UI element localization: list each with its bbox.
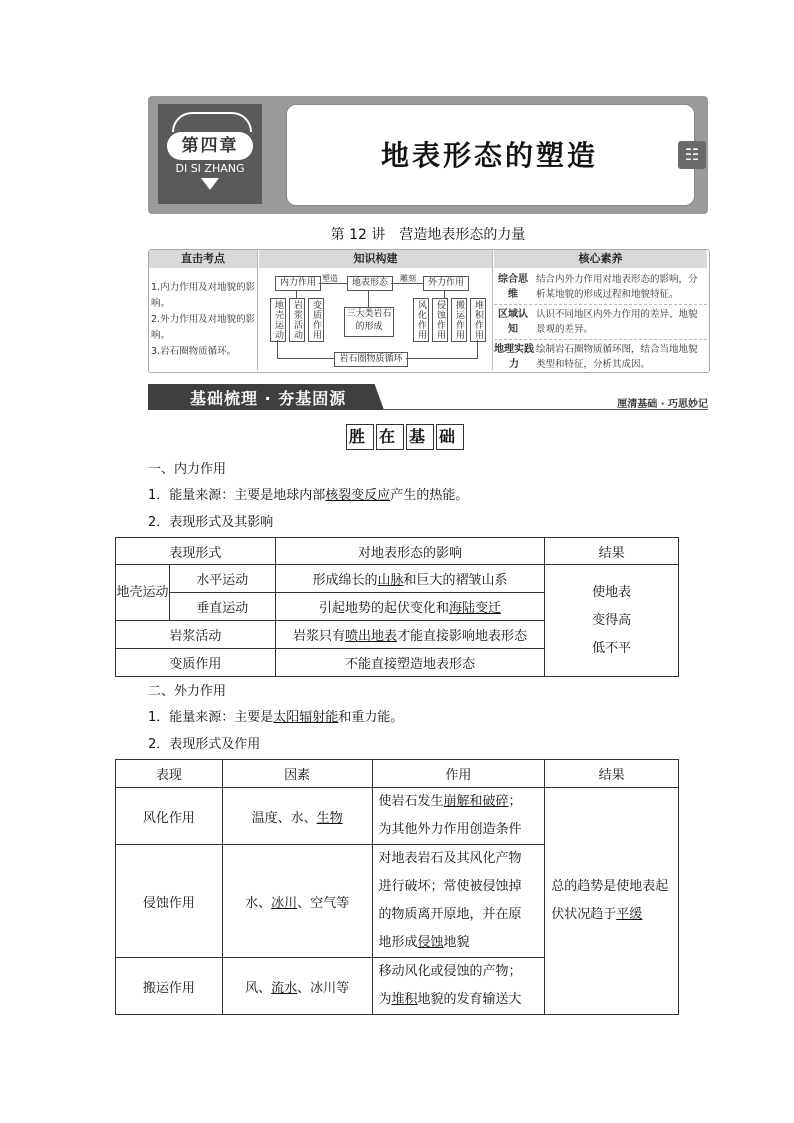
effect-line: 进行破坏；常使被侵蚀掉: [378, 879, 522, 894]
map-inner-item: 变质作用: [308, 298, 324, 342]
map-inner-item: 地壳运动: [270, 298, 286, 342]
text: 岩浆只有: [292, 629, 345, 644]
answer: 平缓: [616, 907, 643, 922]
text: 主要是地球内部: [234, 488, 326, 503]
process-factors: [222, 845, 372, 958]
text: 、冰川等: [297, 980, 350, 996]
banner-part: 基础梳理: [190, 389, 259, 408]
text: 产生的热能。: [390, 488, 469, 503]
literacy-value: 绘制岩石圈物质循环图，结合当地地貌类型和特征，分析其成因。: [536, 344, 698, 370]
overview-header-points: 直击考点: [149, 250, 257, 268]
crust-movement: 地壳运动: [116, 565, 170, 621]
inner-force-table: [115, 537, 679, 677]
inner-result: [545, 565, 679, 677]
form-effect: [275, 621, 544, 649]
map-connector: [319, 283, 347, 284]
table-header: 对地表形态的影响: [275, 538, 544, 565]
exam-point: 1.内力作用及对地貌的影响。: [151, 282, 256, 309]
map-connector: [296, 290, 297, 298]
text: 、空气等: [297, 895, 350, 911]
map-connector: [391, 283, 423, 284]
text: 地形成: [378, 935, 418, 950]
map-rock-cycle: 岩石圈物质循环: [334, 352, 408, 367]
text: 和重力能。: [338, 710, 404, 725]
banner-part: 夯基固源: [278, 389, 347, 408]
text: 地貌: [443, 935, 470, 950]
text: 才能直接影响地表形态: [396, 629, 527, 644]
effect-line: 的物质离开原地，并在原: [378, 907, 522, 922]
outer-result: [545, 788, 679, 1015]
outer-force-table: [115, 759, 679, 1015]
map-shape-label: 塑造: [322, 274, 338, 283]
form-type: 变质作用: [116, 649, 276, 677]
process-effect: [372, 845, 545, 958]
answer: 海陆变迁: [448, 601, 501, 616]
divider: [257, 250, 258, 370]
down-triangle-icon: [201, 178, 219, 190]
map-outer-force: 外力作用: [423, 276, 469, 291]
outer-energy: [148, 706, 403, 725]
text: 使岩石发生: [378, 794, 444, 809]
result-line: 使地表: [592, 584, 632, 600]
form-effect: [275, 593, 544, 621]
literacy-key: 综合思维: [498, 274, 528, 300]
map-outer-item: 搬运作用: [451, 298, 467, 342]
overview-header-literacy: 核心素养: [494, 250, 707, 268]
divider: [494, 304, 707, 305]
chapter-number: 第四章: [167, 132, 253, 160]
exam-points: [151, 280, 257, 360]
answer: 冰川: [271, 895, 298, 911]
table-header: 结果: [545, 760, 679, 788]
map-connector: [368, 290, 369, 307]
table-header: 因素: [222, 760, 372, 788]
sub-banner: [335, 424, 475, 448]
lecture-title: 第 12 讲 营造地表形态的力量: [330, 227, 526, 243]
table-header: 表现: [116, 760, 223, 788]
map-outer-item: 风化作用: [413, 298, 429, 342]
divider: [494, 339, 707, 340]
result-line: 变得高: [592, 612, 632, 628]
inner-forms-heading: 2．表现形式及其影响: [148, 515, 274, 530]
answer: 太阳辐射能: [273, 710, 339, 725]
sub-banner-char: 在: [376, 424, 404, 450]
exam-point: 2.外力作用及对地貌的影响。: [151, 314, 256, 341]
chapter-badge-arch: [172, 112, 252, 132]
effect-line: [379, 929, 539, 957]
form-type: 岩浆活动: [116, 621, 276, 649]
book-search-icon[interactable]: ☷: [678, 141, 706, 169]
literacy-key: 地理实践力: [494, 344, 534, 370]
section-slogan: 厘清基础 · 巧思妙记: [617, 399, 708, 410]
literacy-key: 区域认知: [498, 309, 528, 335]
process-name: 搬运作用: [116, 958, 223, 1015]
outer-forms-heading: 2．表现形式及作用: [148, 737, 261, 752]
chapter-title: 地表形态的塑造: [380, 139, 598, 172]
answer: 山脉: [377, 573, 404, 588]
text: 总的趋势是使地表起伏状况趋于: [551, 879, 669, 922]
map-connector: [406, 358, 478, 359]
map-outer-item: 堆积作用: [470, 298, 486, 342]
effect-line: [379, 788, 539, 816]
effect-line: 为其他外力作用创造条件: [378, 822, 522, 837]
process-name: 侵蚀作用: [116, 845, 223, 958]
answer: 侵蚀: [417, 935, 444, 950]
result-line: 低不平: [592, 640, 632, 656]
form-effect: [275, 565, 544, 593]
map-carve-label: 雕刻: [400, 274, 416, 283]
map-inner-force: 内力作用: [275, 276, 321, 291]
map-connector: [444, 290, 445, 298]
answer: 喷出地表: [344, 629, 397, 644]
answer: 堆积: [391, 992, 418, 1007]
table-header: 作用: [372, 760, 545, 788]
text: 地貌的发育输送大: [417, 992, 522, 1007]
text: 主要是: [234, 710, 274, 725]
map-connector: [277, 358, 334, 359]
map-connector: [477, 340, 478, 358]
text: 和巨大的褶皱山系: [403, 573, 508, 588]
answer: 核裂变反应: [325, 488, 391, 503]
text: 风、: [245, 980, 272, 996]
process-effect: [372, 958, 545, 1015]
process-name: 风化作用: [116, 788, 223, 845]
chapter-pinyin: DI SI ZHANG: [175, 162, 245, 175]
process-effect: [372, 788, 545, 845]
map-rocks: 三大类岩石的形成: [344, 307, 394, 337]
effect-line: 对地表岩石及其风化产物: [378, 851, 522, 866]
inner-energy: [148, 484, 468, 503]
overview-header-map: 知识构建: [259, 250, 492, 268]
answer: 崩解和破碎: [443, 794, 509, 809]
effect-line: 移动风化或侵蚀的产物；: [378, 964, 522, 979]
text: 引起地势的起伏变化和: [318, 601, 449, 616]
label: 1．能量来源：: [148, 488, 235, 503]
answer: 流水: [271, 980, 298, 996]
label: 1．能量来源：: [148, 710, 235, 725]
heading-inner-force: 一、内力作用: [148, 462, 227, 477]
text: 形成绵长的: [312, 573, 378, 588]
map-inner-item: 岩浆活动: [289, 298, 305, 342]
literacy-value: 认识不同地区内外力作用的差异、地貌景观的差异。: [536, 309, 698, 335]
sub-banner-char: 础: [436, 424, 464, 450]
divider: [492, 250, 493, 370]
map-outer-item: 侵蚀作用: [432, 298, 448, 342]
text: ；: [508, 794, 522, 809]
form-type: 垂直运动: [169, 593, 275, 621]
exam-point: 3.岩石圈物质循环。: [151, 346, 237, 357]
map-surface: 地表形态: [347, 276, 393, 291]
literacy-value: 结合内外力作用对地表形态的影响，分析某地貌的形成过程和地貌特征。: [536, 274, 698, 300]
answer: 生物: [316, 810, 343, 826]
form-type: 水平运动: [169, 565, 275, 593]
process-factors: [222, 958, 372, 1015]
text: 水、: [245, 895, 272, 911]
sub-banner-char: 胜: [346, 424, 374, 450]
table-header: 表现形式: [116, 538, 276, 565]
section-banner-title: [190, 386, 346, 409]
heading-outer-force: 二、外力作用: [148, 684, 227, 699]
form-effect: 不能直接塑造地表形态: [275, 649, 544, 677]
map-connector: [277, 340, 278, 358]
text: 为: [378, 992, 392, 1007]
process-factors: [222, 788, 372, 845]
effect-line: [379, 986, 539, 1014]
sub-banner-char: 基: [406, 424, 434, 450]
text: 温度、水、: [251, 810, 317, 826]
table-header: 结果: [545, 538, 679, 565]
banner-dot: ·: [264, 389, 272, 408]
